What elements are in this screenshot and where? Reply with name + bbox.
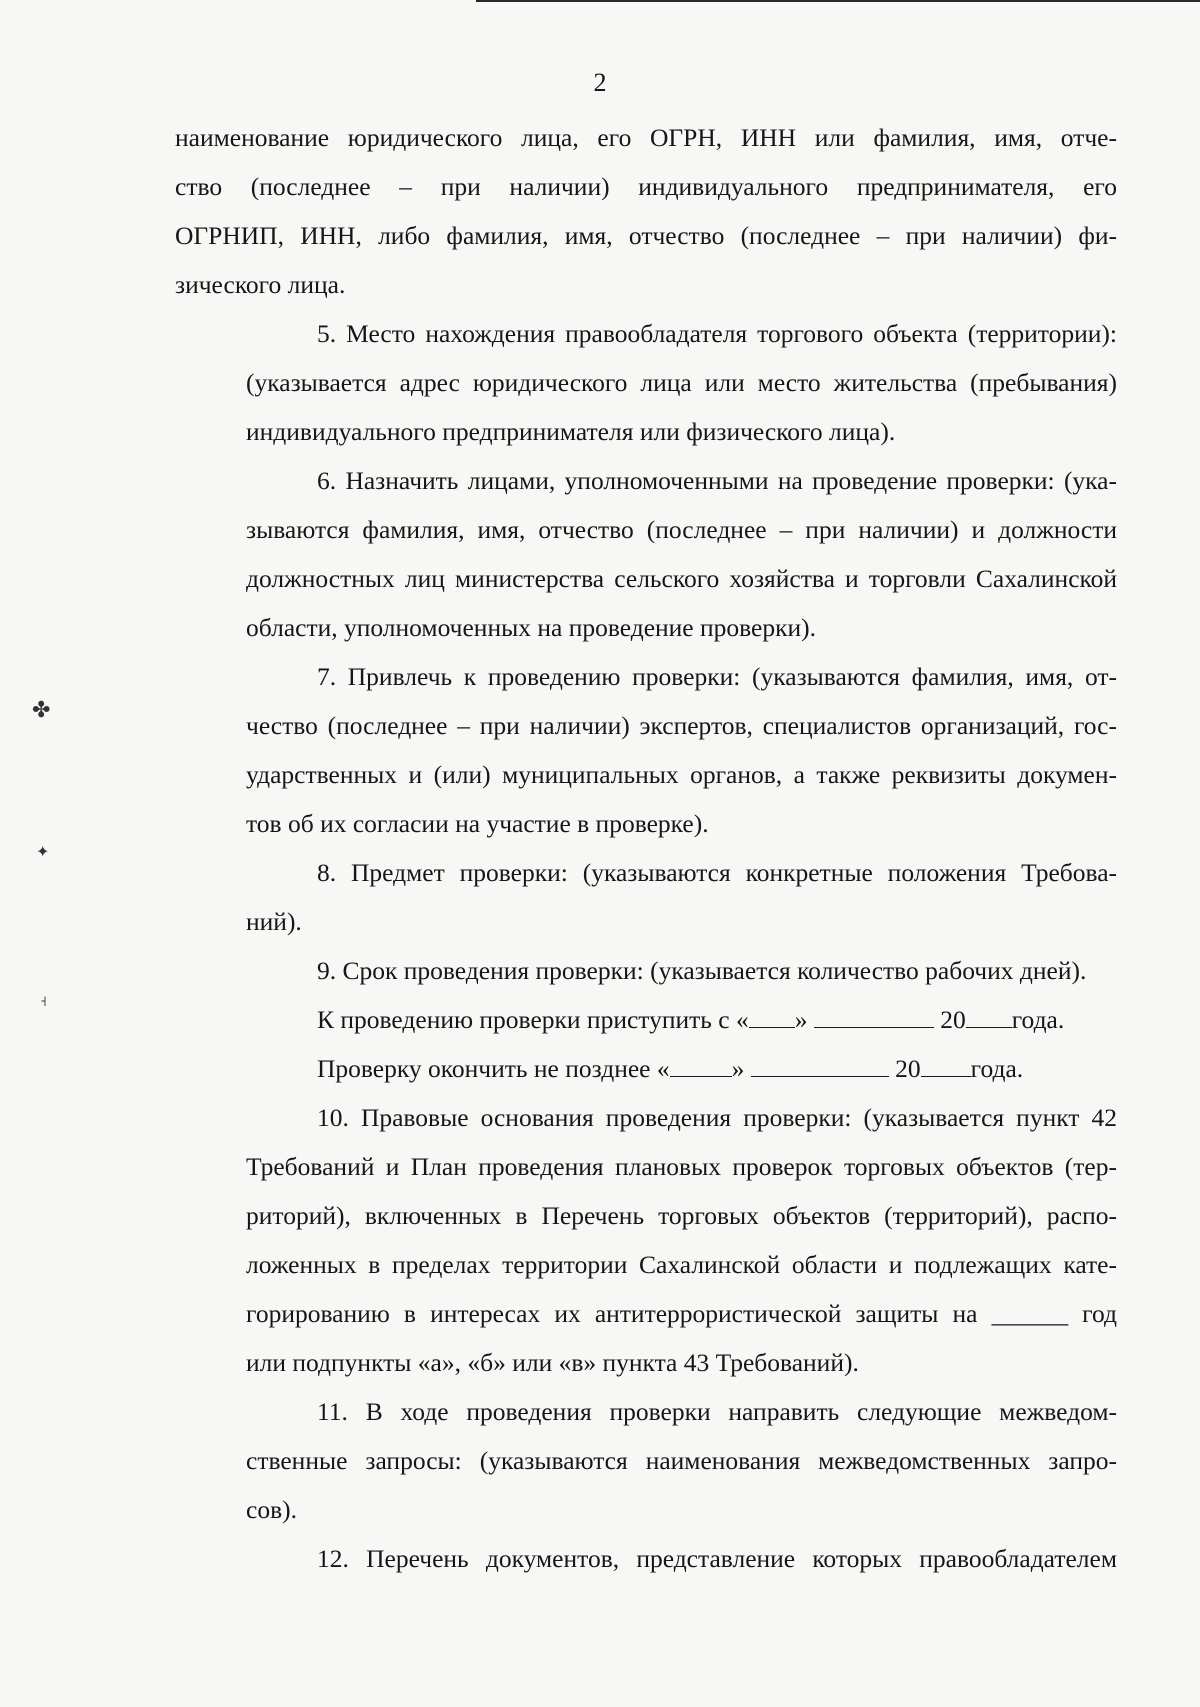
end-date-line [175,1044,1117,1093]
text-line: ний). [246,907,302,936]
text-line: (указывается адрес юридического лица или место жительства (пребывания) [246,368,1117,397]
text-line: наименование юридического лица, его ОГРН, ИНН или фамилия, имя, отче- [175,123,1117,152]
paragraph-8 [175,848,1117,946]
text-line: индивидуального предпринимателя или физического лица). [246,417,896,446]
text-line: риторий), включенных в Перечень торговых объектов (территорий), распо- [246,1201,1117,1230]
end-year-blank [921,1054,971,1077]
text-line: 8. Предмет проверки: (указываются конкретные положения Требова- [317,858,1117,887]
text-line: ударственных и (или) муниципальных органов, а также реквизиты докумен- [246,760,1117,789]
start-month-blank [814,1005,934,1028]
text-line: ложенных в пределах территории Сахалинской области и подлежащих кате- [246,1250,1117,1279]
end-year-suffix: года. [970,1054,1024,1083]
text-line: чество (последнее – при наличии) экспертов, специалистов организаций, гос- [246,711,1117,740]
start-date-line [175,995,1117,1044]
text-line: 7. Привлечь к проведению проверки: (указываются фамилия, имя, от- [317,662,1117,691]
text-line: 11. В ходе проведения проверки направить следующие межведом- [317,1397,1117,1426]
text-line: или подпункты «а», «б» или «в» пункта 43 Требований). [246,1348,859,1377]
text-line: 6. Назначить лицами, уполномоченными на проведение проверки: (ука- [317,466,1117,495]
text-line: зываются фамилия, имя, отчество (последнее – при наличии) и должности [246,515,1117,544]
paragraph-5 [175,309,1117,456]
text-line: сов). [246,1495,297,1524]
end-date-prefix: Проверку окончить не позднее « [317,1054,670,1083]
text-line: ОГРНИП, ИНН, либо фамилия, имя, отчество (последнее – при наличии) фи- [175,221,1117,250]
start-year-blank [966,1005,1012,1028]
paragraph-12 [175,1534,1117,1583]
top-border-line [476,0,1200,2]
text-line: должностных лиц министерства сельского хозяйства и торговли Сахалинской [246,564,1117,593]
paragraph-9 [175,946,1117,1093]
text-line: 12. Перечень документов, представление которых правообладателем [317,1544,1117,1573]
page-number: 2 [593,68,607,97]
paragraph-10 [175,1093,1117,1387]
text-line: зического лица. [175,270,346,299]
text-line: 9. Срок проведения проверки: (указывается количество рабочих дней). [317,956,1087,985]
text-line: тов об их согласии на участие в проверке). [246,809,709,838]
quote-close: » [794,1005,808,1034]
text-line: 10. Правовые основания проведения проверки: (указывается пункт 42 [317,1103,1117,1132]
end-day-blank [670,1054,732,1077]
text-line: 5. Место нахождения правообладателя торгового объекта (территории): [317,319,1117,348]
scan-artifact-mark: ✦ [36,842,50,861]
quote-close: » [731,1054,745,1083]
paragraph-7 [175,652,1117,848]
text-line: горированию в интересах их антитеррористической защиты на ______ год [246,1299,1117,1328]
start-date-prefix: К проведению проверки приступить с « [317,1005,749,1034]
text-line: Требований и План проведения плановых проверок торговых объектов (тер- [246,1152,1117,1181]
start-year-prefix: 20 [940,1005,966,1034]
scan-artifact-mark: ˧ [40,994,47,1010]
text-line: ство (последнее – при наличии) индивидуального предпринимателя, его [175,172,1117,201]
start-day-blank [749,1005,795,1028]
text-line: области, уполномоченных на проведение проверки). [246,613,817,642]
end-year-prefix: 20 [895,1054,921,1083]
end-month-blank [751,1054,889,1077]
start-year-suffix: года. [1011,1005,1065,1034]
document-body [175,113,1117,1583]
paragraph-continuation [175,113,1117,309]
scan-artifact-mark: ✤ [32,698,51,723]
paragraph-11 [175,1387,1117,1534]
paragraph-6 [175,456,1117,652]
text-line: ственные запросы: (указываются наименования межведомственных запро- [246,1446,1117,1475]
